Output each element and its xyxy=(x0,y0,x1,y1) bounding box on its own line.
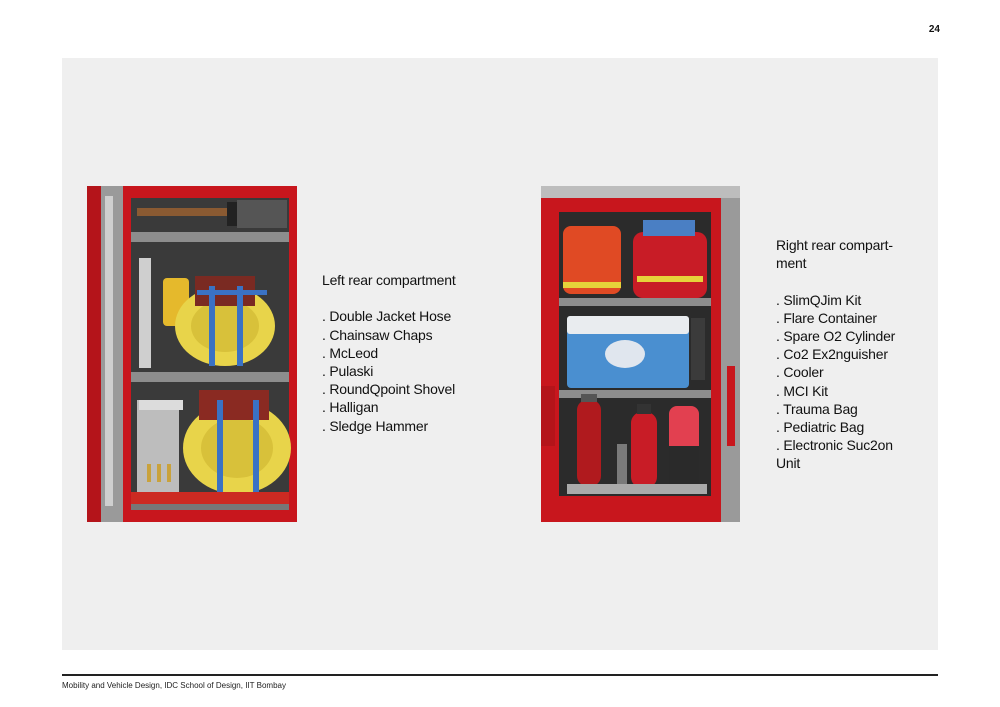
list-item: . Co2 Ex2nguisher xyxy=(776,346,888,363)
footer-credit: Mobility and Vehicle Design, IDC School of Design, IIT Bombay xyxy=(62,681,286,690)
left-compartment-photo xyxy=(87,186,297,522)
list-item: . Sledge Hammer xyxy=(322,417,428,434)
left-compartment-heading: Left rear compartment xyxy=(322,272,456,288)
right-compartment-list xyxy=(776,236,916,473)
right-compartment-photo xyxy=(541,186,740,522)
list-item: . RoundQpoint Shovel xyxy=(322,381,455,398)
right-compartment-heading: Right rear compart-ment xyxy=(776,237,893,272)
left-compartment-list xyxy=(322,271,492,435)
list-item: . Pediatric Bag xyxy=(776,419,865,436)
list-item: . Halligan xyxy=(322,399,379,416)
list-item: . Flare Container xyxy=(776,309,877,326)
list-item: . SlimQJim Kit xyxy=(776,291,862,308)
list-item: . Electronic Suc2on Unit xyxy=(776,437,893,472)
list-item: . Chainsaw Chaps xyxy=(322,326,433,343)
list-item: . Pulaski xyxy=(322,363,374,379)
list-item: . Double Jacket Hose xyxy=(322,308,452,325)
list-item: . McLeod xyxy=(322,344,378,361)
list-item: . Trauma Bag xyxy=(776,400,858,417)
list-item: . MCI Kit xyxy=(776,382,828,399)
list-item: . Spare O2 Cylinder xyxy=(776,328,896,344)
page-number: 24 xyxy=(928,24,940,35)
list-item: . Cooler xyxy=(776,364,824,381)
footer-divider xyxy=(62,674,938,676)
